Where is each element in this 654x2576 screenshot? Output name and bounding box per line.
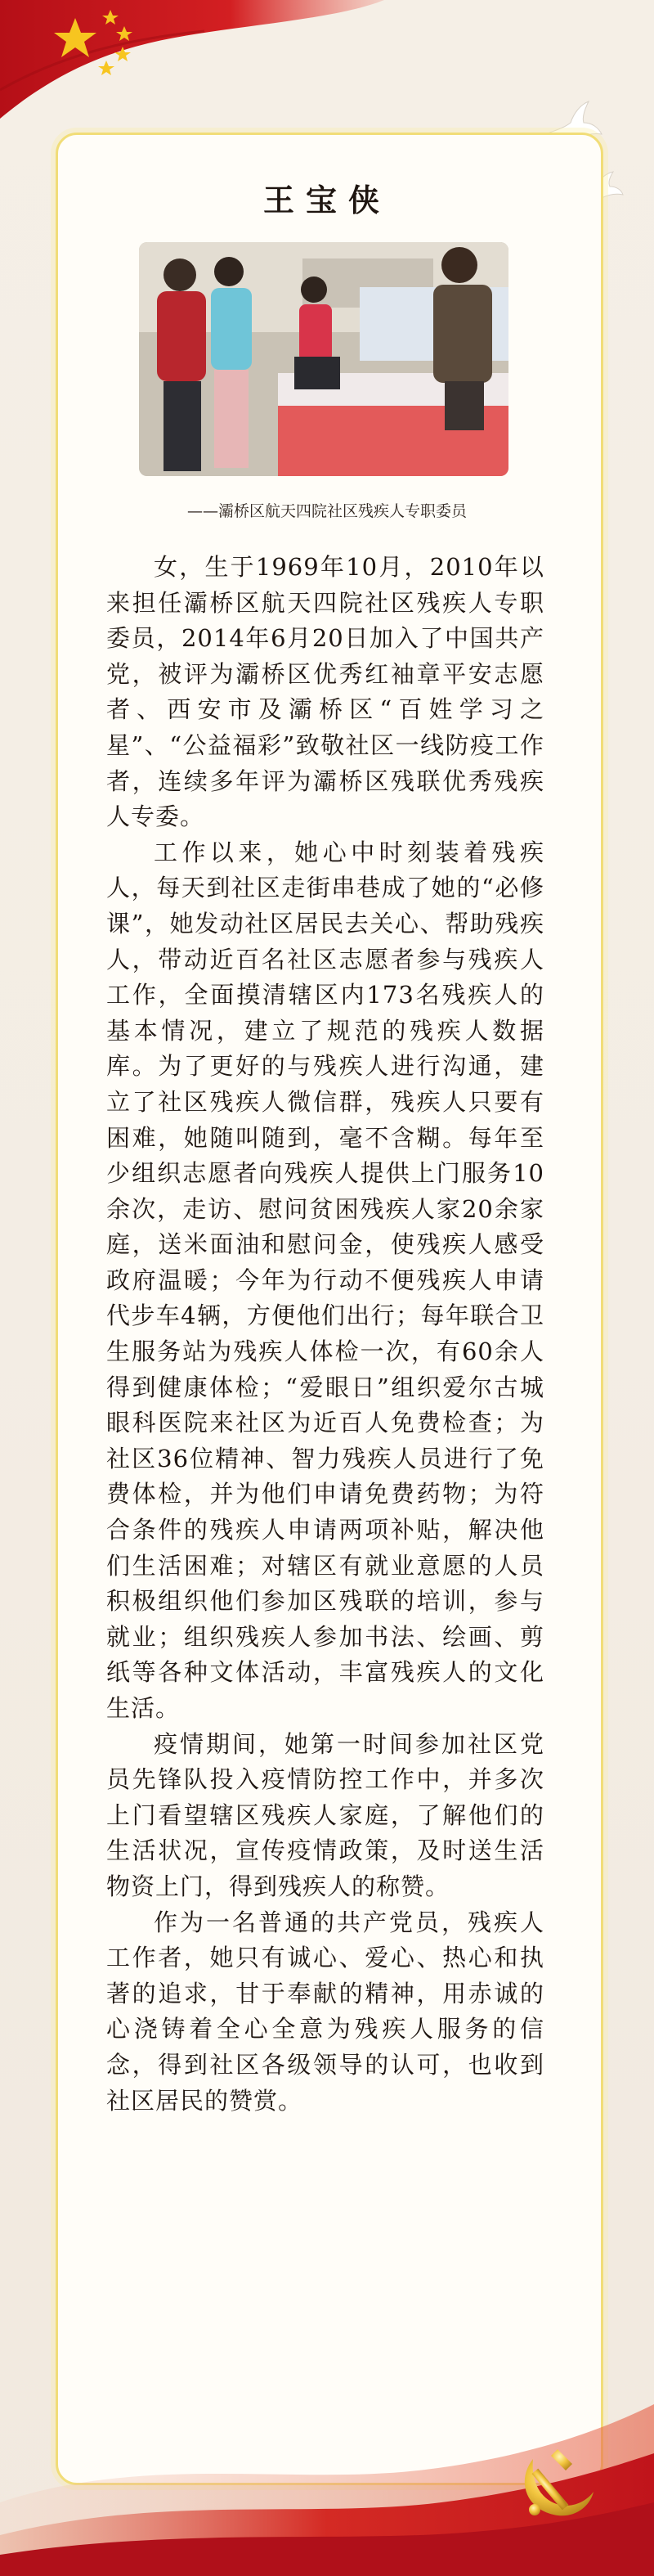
paragraph: 作为一名普通的共产党员，残疾人工作者，她只有诚心、爱心、热心和执著的追求，甘于奉献的精神，用赤诚的心浇铸着全心全意为残疾人服务的信念，得到社区各级领导的认可，也收到社区居民的赞赏。	[106, 1908, 544, 2115]
photo-caption: ——灞桥区航天四院社区残疾人专职委员	[186, 502, 467, 520]
paragraph: 女，生于1969年10月，2010年以来担任灞桥区航天四院社区残疾人专职委员，2014年6月20日加入了中国共产党，被评为灞桥区优秀红袖章平安志愿者、西安市及灞桥区“百姓学习之星”、“公益福彩”致敬社区一线防疫工作者，连续多年评为灞桥区残联优秀残疾人专委。	[106, 553, 544, 831]
party-emblem-icon	[508, 2434, 603, 2529]
paragraph: 工作以来，她心中时刻装着残疾人，每天到社区走街串巷成了她的“必修课”，她发动社区居民去关心、帮助残疾人，带动近百名社区志愿者参与残疾人工作，全面摸清辖区内173名残疾人的基本情况，建立了规范的残疾人数据库。为了更好的与残疾人进行沟通，建立了社区残疾人微信群，残疾人只要有困难，她随叫随到，毫不含糊。每年至少组织志愿者向残疾人提供上门服务10余次，走访、慰问贫困残疾人家20余家庭，送米面油和慰问金，使残疾人感受政府温暖；今年为行动不便残疾人申请代步车4辆，方便他们出行；每年联合卫生服务站为残疾人体检一次，有60余人得到健康体检；“爱眼日”组织爱尔古城眼科医院来社区为近百人免费检查；为社区36位精神、智力残疾人员进行了免费体检，并为他们申请免费药物；为符合条件的残疾人申请两项补贴，解决他们生活困难；对辖区有就业意愿的人员积极组织他们参加区残联的培训，参与就业；组织残疾人参加书法、绘画、剪纸等各种文体活动，丰富残疾人的文化生活。	[106, 838, 544, 1722]
paragraph: 疫情期间，她第一时间参加社区党员先锋队投入疫情防控工作中，并多次上门看望辖区残疾人家庭，了解他们的生活状况，宣传疫情政策，及时送生活物资上门，得到残疾人的称赞。	[106, 1729, 544, 1900]
photo-volunteer-visit	[139, 242, 508, 476]
red-flag-decoration	[0, 0, 425, 123]
body-text	[106, 550, 544, 2119]
page-title: 王宝侠	[262, 182, 391, 218]
